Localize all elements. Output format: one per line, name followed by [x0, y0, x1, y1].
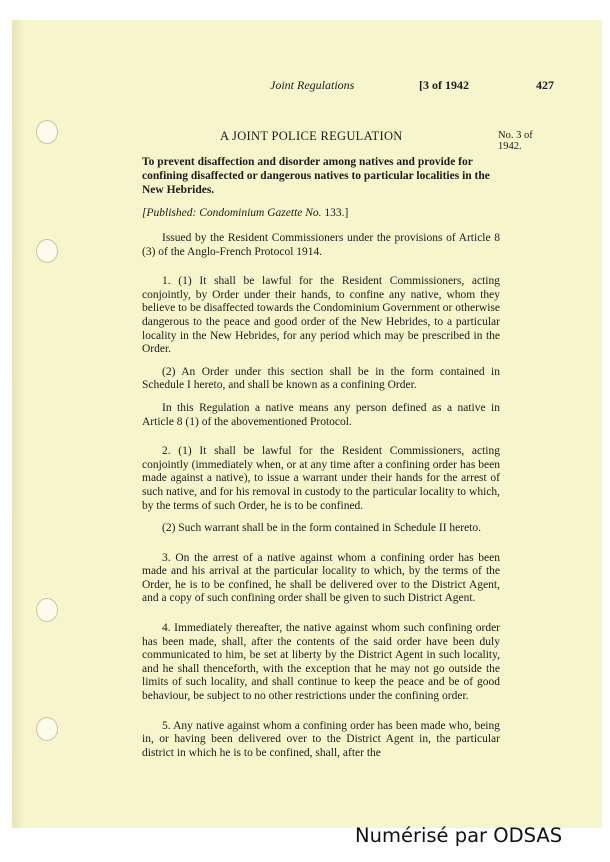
running-head-reference: [3 of 1942: [419, 78, 469, 92]
paragraph-section-4: 4. Immediately thereafter, the native against whom such confining order has been made, shall, after the contents of the said order have been duly communicated to him, be set at liberty by the District Agent in such locality, and he shall thenceforth, with the exception that he may not go outside the limits of such locality, and shall continue to keep the peace and be of good behaviour, be subject to no other restrictions under the confining order.: [142, 622, 500, 703]
page-number: 427: [536, 78, 554, 92]
paragraph-native-definition: In this Regulation a native means any person defined as a native in Article 8 (1) of the abovementioned Protocol.: [142, 401, 500, 428]
paragraph-section-1-2: (2) An Order under this section shall be in the form contained in Schedule I hereto, and shall be known as a confining Order.: [142, 365, 500, 392]
digitization-credit: Numérisé par ODSAS: [355, 824, 563, 847]
publication-note: [142, 207, 348, 219]
regulation-title: A JOINT POLICE REGULATION: [220, 129, 403, 143]
punch-hole: [36, 239, 58, 263]
paragraph-section-1-1: 1. (1) It shall be lawful for the Resident Commissioners, acting conjointly, by Order under their hands, to confine any native, whom they believe to be disaffected towards the Condominium Government or otherwise dangerous to the peace and good order of the New Hebrides, to a particular locality in the New Hebrides, for any period which may be prescribed in the Order.: [142, 275, 500, 356]
regulation-subtitle: To prevent disaffection and disorder among natives and provide for confining disaffected or dangerous natives to particular localities in the New Hebrides.: [142, 156, 490, 196]
punch-hole: [36, 717, 58, 741]
publication-suffix: 133.]: [321, 207, 349, 219]
paragraph-section-2-2: (2) Such warrant shall be in the form contained in Schedule II hereto.: [162, 522, 482, 535]
punch-hole: [36, 598, 58, 622]
document-page: [12, 20, 602, 828]
publication-source: Condominium Gazette No.: [199, 207, 322, 219]
running-head-title: Joint Regulations: [270, 78, 355, 92]
page-binding-edge: [12, 20, 24, 828]
margin-note: [498, 130, 558, 152]
publication-prefix: [Published:: [142, 207, 200, 219]
paragraph-preamble: Issued by the Resident Commissioners under the provisions of Article 8 (3) of the Anglo-French Protocol 1914.: [142, 232, 500, 258]
margin-note-line: No. 3 of: [498, 130, 533, 141]
margin-note-line: 1942.: [498, 141, 522, 152]
paragraph-section-2-1: 2. (1) It shall be lawful for the Resident Commissioners, acting conjointly (immediately when, or at any time after a confining order has been made against a native), to issue a warrant under their hands for the arrest of such native, and for his removal in custody to the particular locality to which, by the terms of such Order, he is to be confined.: [142, 445, 500, 512]
paragraph-section-3: 3. On the arrest of a native against whom a confining order has been made and his arrival at the particular locality to which, by the terms of the Order, he is to be confined, he shall be delivered over to the District Agent, and a copy of such confining order shall be given to such District Agent.: [142, 551, 500, 605]
regulation-body: [142, 232, 500, 769]
paragraph-section-5: 5. Any native against whom a confining order has been made who, being in, or having been delivered over to the District Agent in, the particular district in which he is to be confined, shall, after the: [142, 719, 500, 759]
punch-hole: [36, 120, 58, 144]
